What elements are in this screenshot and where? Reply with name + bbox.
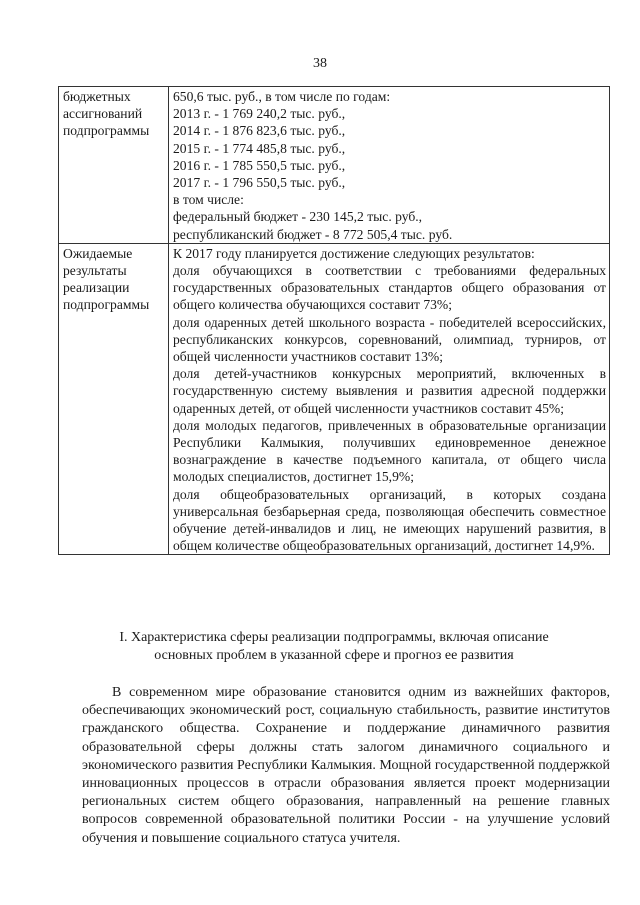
budget-line-2014: 2014 г. - 1 876 823,6 тыс. руб., [173, 123, 346, 139]
budget-line-republican: республиканский бюджет - 8 772 505,4 тыс. руб. [173, 226, 453, 242]
section-heading-line-2: основных проблем в указанной сфере и прогноз ее развития [154, 648, 514, 663]
budget-line-2017: 2017 г. - 1 796 550,5 тыс. руб., [173, 175, 346, 191]
budget-line-federal: федеральный бюджет - 230 145,2 тыс. руб., [173, 209, 423, 225]
results-intro: К 2017 году планируется достижение следующих результатов: [173, 245, 535, 261]
table-row-expected-results [59, 243, 610, 555]
budget-line: 650,6 тыс. руб., в том числе по годам: [173, 89, 391, 104]
page-number: 38 [313, 56, 327, 71]
result-item-1: доля обучающихся в соответствии с требованиями федеральных государственных образовательных стандартов общего образования от общего количества обучающихся составит 73%; [173, 263, 606, 313]
budget-line-including: в том числе: [173, 192, 244, 208]
budget-value-cell [169, 87, 610, 244]
results-label-cell: Ожидаемые результаты реализации подпрограммы [59, 243, 169, 555]
results-value-cell [169, 243, 610, 555]
budget-label-cell: бюджетных ассигнований подпрограммы [59, 87, 169, 244]
table-row-budget [59, 87, 610, 244]
result-item-3: доля детей-участников конкурсных мероприятий, включенных в государственную систему выявления и развития адресной поддержки одаренных детей, от общей численности участников составит 45%; [173, 366, 606, 416]
section-heading [58, 629, 610, 665]
body-paragraph: В современном мире образование становится одним из важнейших факторов, обеспечивающих экономический рост, социальную стабильность, развитие институтов гражданского общества. Сохранение и поддержание динамичного развития образовательной сферы должны стать залогом динамичного социального и экономического развития Республики Калмыкия. Мощной государственной поддержкой инновационных процессов в отрасли образования является проект модернизации региональных систем общего образования, направленный на решение главных вопросов современной образовательной политики России - на улучшение условий обучения и повышение социального статуса учителя. [82, 685, 610, 846]
result-item-2: доля одаренных детей школьного возраста - победителей всероссийских, республиканских конкурсов, соревнований, олимпиад, турниров, от общей численности участников составит 13%; [173, 314, 606, 365]
result-item-5: доля общеобразовательных организаций, в которых создана универсальная безбарьерная среда, позволяющая обеспечить совместное обучение детей-инвалидов и лиц, не имеющих нарушений развития, в общем количестве общеобразовательных организаций, достигнет 14,9%. [173, 486, 606, 554]
result-item-4: доля молодых педагогов, привлеченных в образовательные организации Республики Калмыкия, получивших единовременное денежное вознаграждение в качестве подъемного капитала, от общего числа молодых специалистов, достигнет 15,9%; [173, 417, 606, 485]
budget-line-2016: 2016 г. - 1 785 550,5 тыс. руб., [173, 157, 346, 173]
subprogram-passport-table [58, 86, 610, 555]
budget-line-2015: 2015 г. - 1 774 485,8 тыс. руб., [173, 140, 346, 156]
section-heading-line-1: I. Характеристика сферы реализации подпрограммы, включая описание [119, 630, 549, 645]
budget-line-2013: 2013 г. - 1 769 240,2 тыс. руб., [173, 106, 346, 122]
